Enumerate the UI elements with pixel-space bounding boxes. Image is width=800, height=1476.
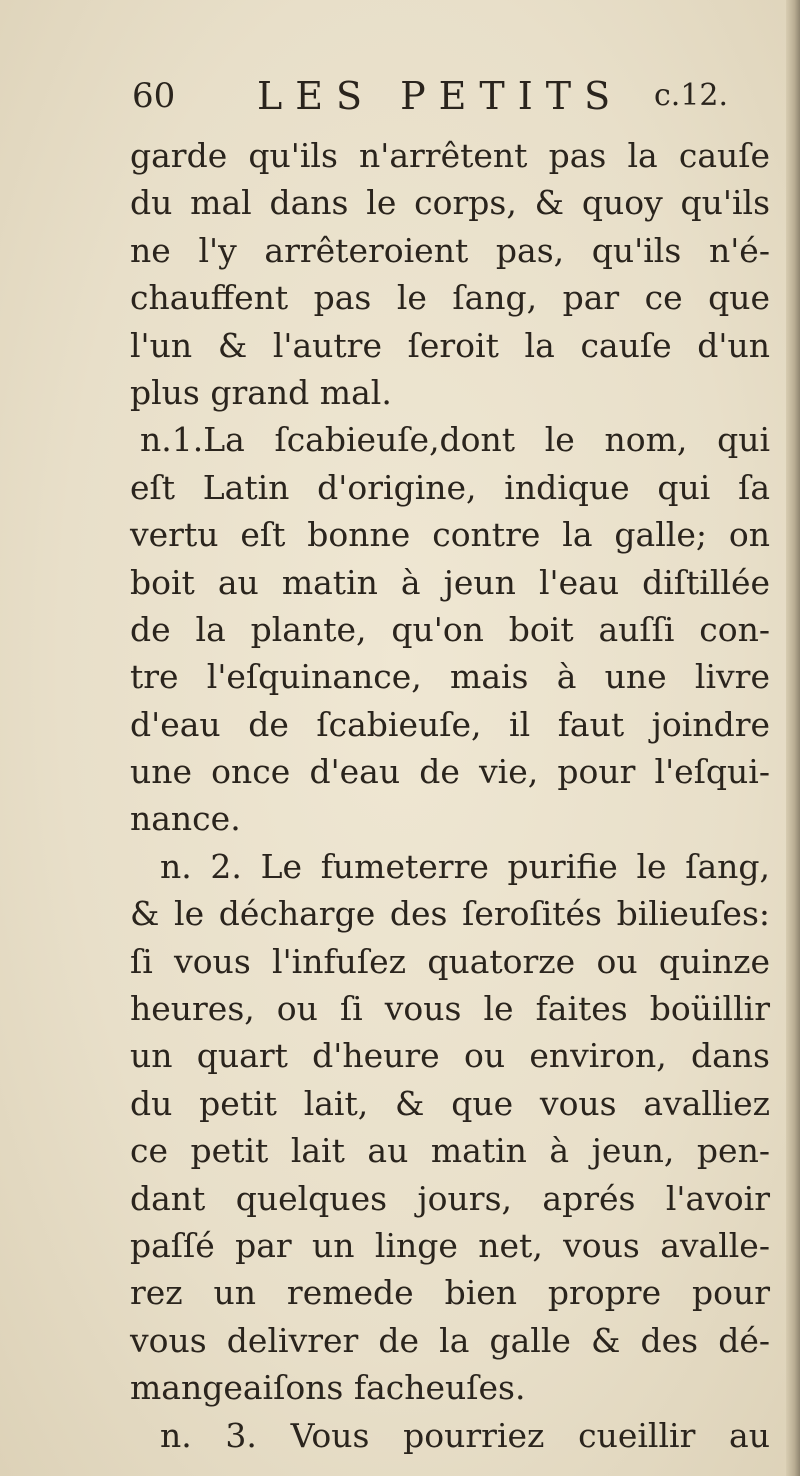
text-line: de la plante, qu'on boit auſſi con- <box>130 609 770 649</box>
text-line: chauffent pas le ſang, par ce que <box>130 278 770 318</box>
text-line: un quart d'heure ou environ, dans <box>130 1036 770 1076</box>
text-line: ſi vous l'infuſez quatorze ou quinze <box>130 941 770 981</box>
text-line: & le décharge des ſeroſités bilieuſes: <box>130 894 770 934</box>
text-line: l'un & l'autre ſeroit la cauſe d'un <box>130 325 770 365</box>
text-line: d'eau de ſcabieuſe, il faut joindre <box>130 704 770 744</box>
text-line: plus grand mal. <box>130 372 392 412</box>
text-line: ne l'y arrêteroient pas, qu'ils n'é- <box>130 230 770 270</box>
text-line: mangeaiſons facheuſes. <box>130 1368 526 1408</box>
text-line: du petit lait, & que vous avalliez <box>130 1083 770 1123</box>
page-number: 60 <box>132 76 176 116</box>
page-edge <box>786 0 800 1476</box>
text-line: du mal dans le corps, & quoy qu'ils <box>130 183 770 223</box>
text-line: eſt Latin d'origine, indique qui ſa <box>130 467 770 507</box>
text-line: heures, ou ſi vous le faites boüillir <box>130 989 770 1029</box>
paragraph-start-line: n. 2. Le fumeterre purifie le ſang, <box>160 846 770 886</box>
text-line: tre l'eſquinance, mais à une livre <box>130 657 770 697</box>
paragraph-start-line: n. 3. Vous pourriez cueillir au <box>160 1415 770 1455</box>
text-line: une once d'eau de vie, pour l'eſqui- <box>130 752 770 792</box>
text-line: garde qu'ils n'arrêtent pas la cauſe <box>130 136 770 175</box>
page-header <box>132 72 772 132</box>
text-line: paſſé par un linge net, vous avalle- <box>130 1225 770 1265</box>
text-line: nance. <box>130 799 241 839</box>
text-line: boit au matin à jeun l'eau diſtillée <box>130 562 770 602</box>
paragraph-start-line: n.1.La ſcabieuſe,dont le nom, qui <box>140 420 770 460</box>
chapter-reference: c.12. <box>654 78 729 113</box>
text-line: dant quelques jours, aprés l'avoir <box>130 1178 770 1218</box>
text-line: vertu eſt bonne contre la galle; on <box>130 515 770 555</box>
body-text <box>130 132 770 1459</box>
running-title: LES PETITS <box>257 74 624 118</box>
text-line: ce petit lait au matin à jeun, pen- <box>130 1131 770 1171</box>
text-line: vous delivrer de la galle & des dé- <box>130 1320 770 1360</box>
text-line: rez un remede bien propre pour <box>130 1273 770 1313</box>
